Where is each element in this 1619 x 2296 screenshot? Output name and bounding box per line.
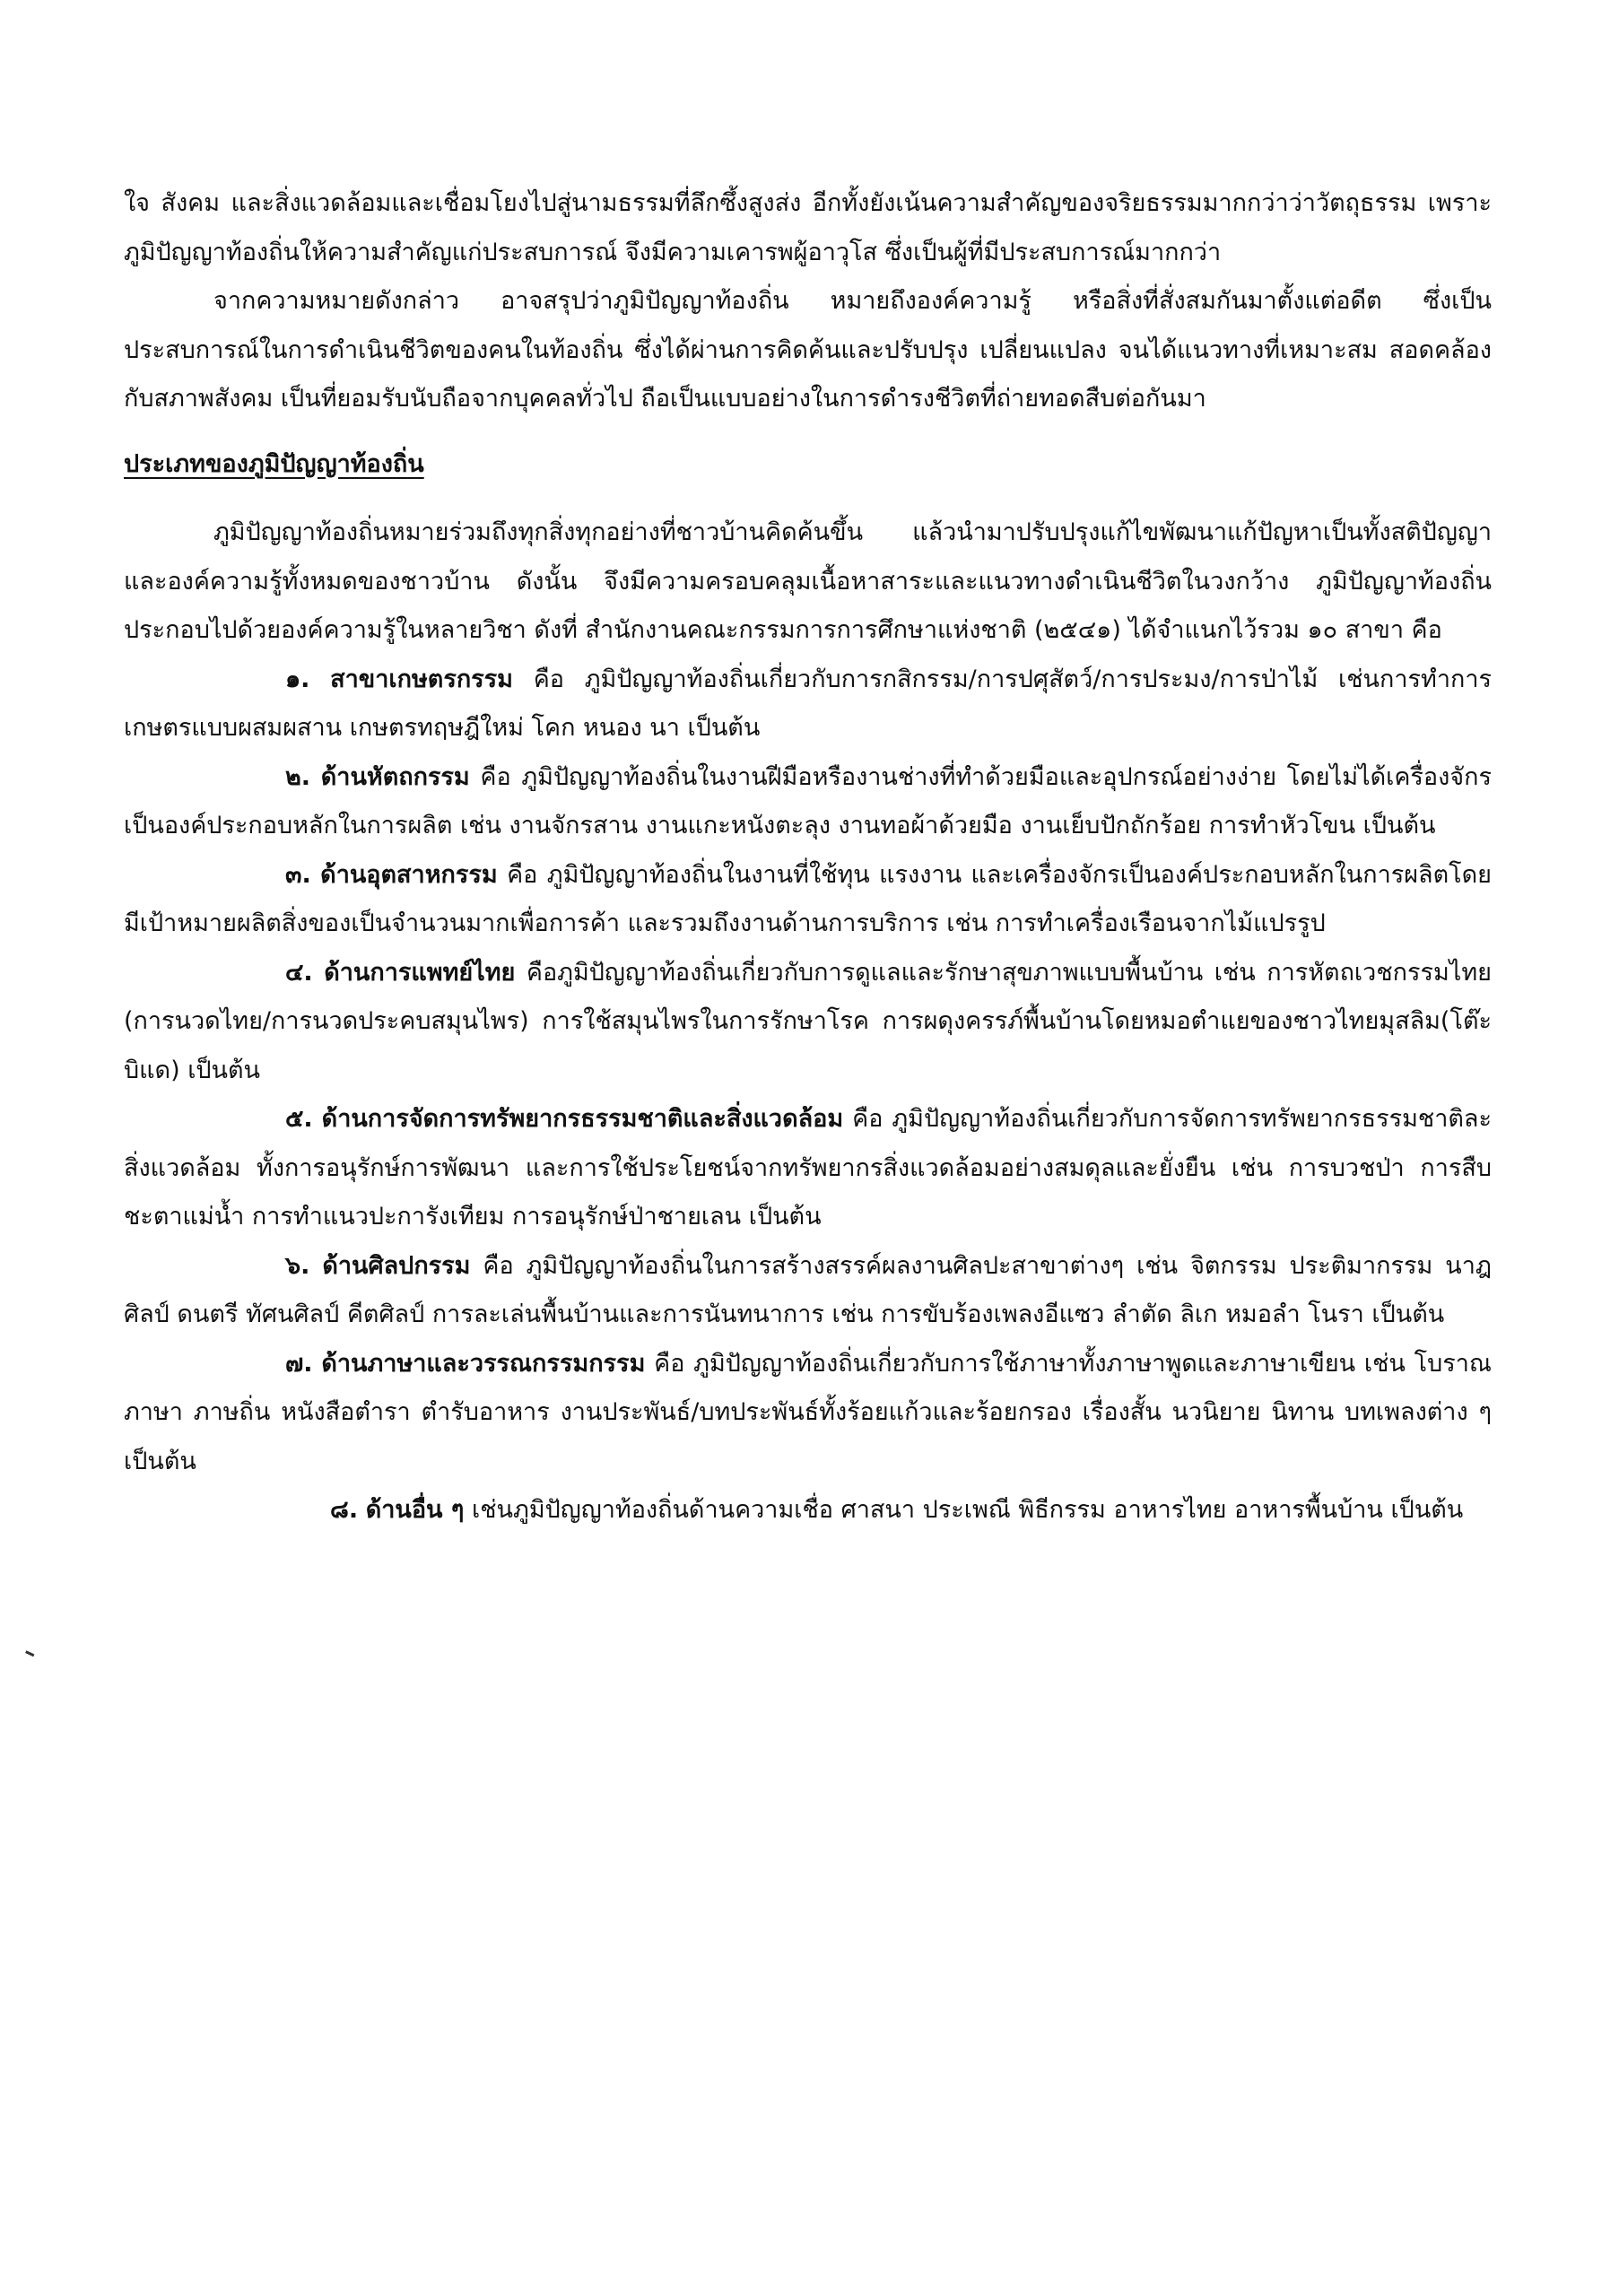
paragraph-intro: ภูมิปัญญาท้องถิ่นหมายร่วมถึงทุกสิ่งทุกอย่างที่ชาวบ้านคิดค้นขึ้น แล้วนำมาปรับปรุงแก้ไขพัฒนาแก้ปัญหาเป็นทั้งสติปัญญาและองค์ความรู้ทั้งหมดของชาวบ้าน ดังนั้น จึงมีความครอบคลุมเนื้อหาสาระและแนวทางดำเนินชีวิตในวงกว้าง ภูมิปัญญาท้องถิ่นประกอบไปด้วยองค์ความรู้ในหลายวิชา ดังที่ สำนักงานคณะกรรมการการศึกษาแห่งชาติ (๒๕๔๑) ได้จำแนกไว้รวม ๑๐ สาขา คือ: [124, 518, 1492, 644]
item-number: ๘.: [330, 1496, 359, 1524]
item-title: ด้านการแพทย์ไทย: [324, 958, 516, 987]
item-title: ด้านศิลปกรรม: [322, 1251, 471, 1280]
list-item-6: [124, 1242, 1492, 1340]
list-item-2: [124, 753, 1492, 851]
list-item-7: [124, 1340, 1492, 1487]
item-text: คือภูมิปัญญาท้องถิ่นเกี่ยวกับการดูแลและรักษาสุขภาพแบบพื้นบ้าน เช่น การหัตถเวชกรรมไทย (การนวดไทย/การนวดประคบสมุนไพร) การใช้สมุนไพรในการรักษาโรค การผดุงครรภ์พื้นบ้านโดยหมอตำแยของชาวไทยมุสลิม(โต๊ะบิแด) เป็นต้น: [124, 958, 1492, 1084]
list-item-8: [124, 1486, 1492, 1535]
item-text: คือ ภูมิปัญญาท้องถิ่นในการสร้างสรรค์ผลงานศิลปะสาขาต่างๆ เช่น จิตกรรม ประติมากรรม นาฎศิลป์ ดนตรี ทัศนศิลป์ คีตศิลป์ การละเล่นพื้นบ้านและการนันทนาการ เช่น การขับร้องเพลงอีแซว ลำตัด ลิเก หมอลำ โนรา เป็นต้น: [124, 1251, 1492, 1328]
paragraph-summary: จากความหมายดังกล่าว อาจสรุปว่าภูมิปัญญาท้องถิ่น หมายถึงองค์ความรู้ หรือสิ่งที่สั่งสมกันมาตั้งแต่อดีต ซึ่งเป็นประสบการณ์ในการดำเนินชีวิตของคนในท้องถิ่น ซึ่งได้ผ่านการคิดค้นและปรับปรุง เปลี่ยนแปลง จนได้แนวทางที่เหมาะสม สอดคล้องกับสภาพสังคม เป็นที่ยอมรับนับถือจากบุคคลทั่วไป ถือเป็นแบบอย่างในการดำรงชีวิตที่ถ่ายทอดสืบต่อกันมา: [124, 287, 1492, 413]
section-heading: ประเภทของภูมิปัญญาท้องถิ่น: [124, 449, 424, 478]
item-text: คือ ภูมิปัญญาท้องถิ่นเกี่ยวกับการกสิกรรม/การปศุสัตว์/การประมง/การป่าไม้ เช่นการทำการเกษตรแบบผสมผสาน เกษตรทฤษฎีใหม่ โคก หนอง นา เป็นต้น: [124, 665, 1492, 742]
item-text: คือ ภูมิปัญญาท้องถิ่นเกี่ยวกับการจัดการทรัพยากรธรรมชาติละสิ่งแวดล้อม ทั้งการอนุรักษ์การพัฒนา และการใช้ประโยชน์จากทรัพยากรสิ่งแวดล้อมอย่างสมดุลและยั่งยืน เช่น การบวชป่า การสืบชะตาแม่น้ำ การทำแนวปะการังเทียม การอนุรักษ์ป่าชายเลน เป็นต้น: [124, 1105, 1492, 1231]
item-number: ๕.: [285, 1105, 313, 1133]
item-title: ด้านอุตสาหกรรม: [320, 860, 498, 889]
document-body: [124, 179, 1492, 1535]
item-title: ด้านอื่น ๆ: [365, 1496, 465, 1524]
item-number: ๗.: [285, 1349, 313, 1378]
item-text: คือ ภูมิปัญญาท้องถิ่นในงานที่ใช้ทุน แรงงาน และเครื่องจักรเป็นองค์ประกอบหลักในการผลิตโดยมีเป้าหมายผลิตสิ่งของเป็นจำนวนมากเพื่อการค้า และรวมถึงงานด้านการบริการ เช่น การทำเครื่องเรือนจากไม้แปรรูป: [124, 860, 1492, 937]
list-item-5: [124, 1095, 1492, 1242]
item-text: คือ ภูมิปัญญาท้องถิ่นเกี่ยวกับการใช้ภาษาทั้งภาษาพูดและภาษาเขียน เช่น โบราณภาษา ภาษถิ่น หนังสือตำรา ตำรับอาหาร งานประพันธ์/บทประพันธ์ทั้งร้อยแก้วและร้อยกรอง เรื่องสั้น นวนิยาย นิทาน บทเพลงต่าง ๆ เป็นต้น: [124, 1349, 1492, 1475]
item-number: ๑.: [285, 665, 310, 693]
item-title: สาขาเกษตรกรรม: [330, 665, 513, 693]
item-title: ด้านภาษาและวรรณกรรมกรรม: [321, 1349, 646, 1378]
list-item-4: [124, 949, 1492, 1096]
item-number: ๓.: [285, 860, 311, 889]
paragraph-continuation: ใจ สังคม และสิ่งแวดล้อมและเชื่อมโยงไปสู่นามธรรมที่ลึกซึ้งสูงส่ง อีกทั้งยังเน้นความสำคัญของจริยธรรมมากกว่าว่าวัตถุธรรม เพราะภูมิปัญญาท้องถิ่นให้ความสำคัญแก่ประสบการณ์ จึงมีความเคารพผู้อาวุโส ซึ่งเป็นผู้ที่มีประสบการณ์มากกว่า: [124, 189, 1492, 266]
item-title: ด้านการจัดการทรัพยากรธรรมชาติและสิ่งแวดล้อม: [321, 1105, 844, 1133]
item-number: ๖.: [285, 1251, 310, 1280]
item-text: เช่นภูมิปัญญาท้องถิ่นด้านความเชื่อ ศาสนา ประเพณี พิธีกรรม อาหารไทย อาหารพื้นบ้าน เป็นต้น: [464, 1496, 1464, 1524]
item-title: ด้านหัตถกรรม: [320, 762, 470, 791]
list-item-1: [124, 656, 1492, 753]
list-item-3: [124, 851, 1492, 949]
item-number: ๒.: [285, 762, 311, 791]
item-number: ๔.: [285, 958, 313, 987]
stray-mark: [23, 1650, 35, 1661]
item-text: คือ ภูมิปัญญาท้องถิ่นในงานฝีมือหรืองานช่างที่ทำด้วยมือและอุปกรณ์อย่างง่าย โดยไม่ได้เครื่องจักรเป็นองค์ประกอบหลักในการผลิต เช่น งานจักรสาน งานแกะหนังตะลุง งานทอผ้าด้วยมือ งานเย็บปักถักร้อย การทำหัวโขน เป็นต้น: [124, 762, 1492, 839]
